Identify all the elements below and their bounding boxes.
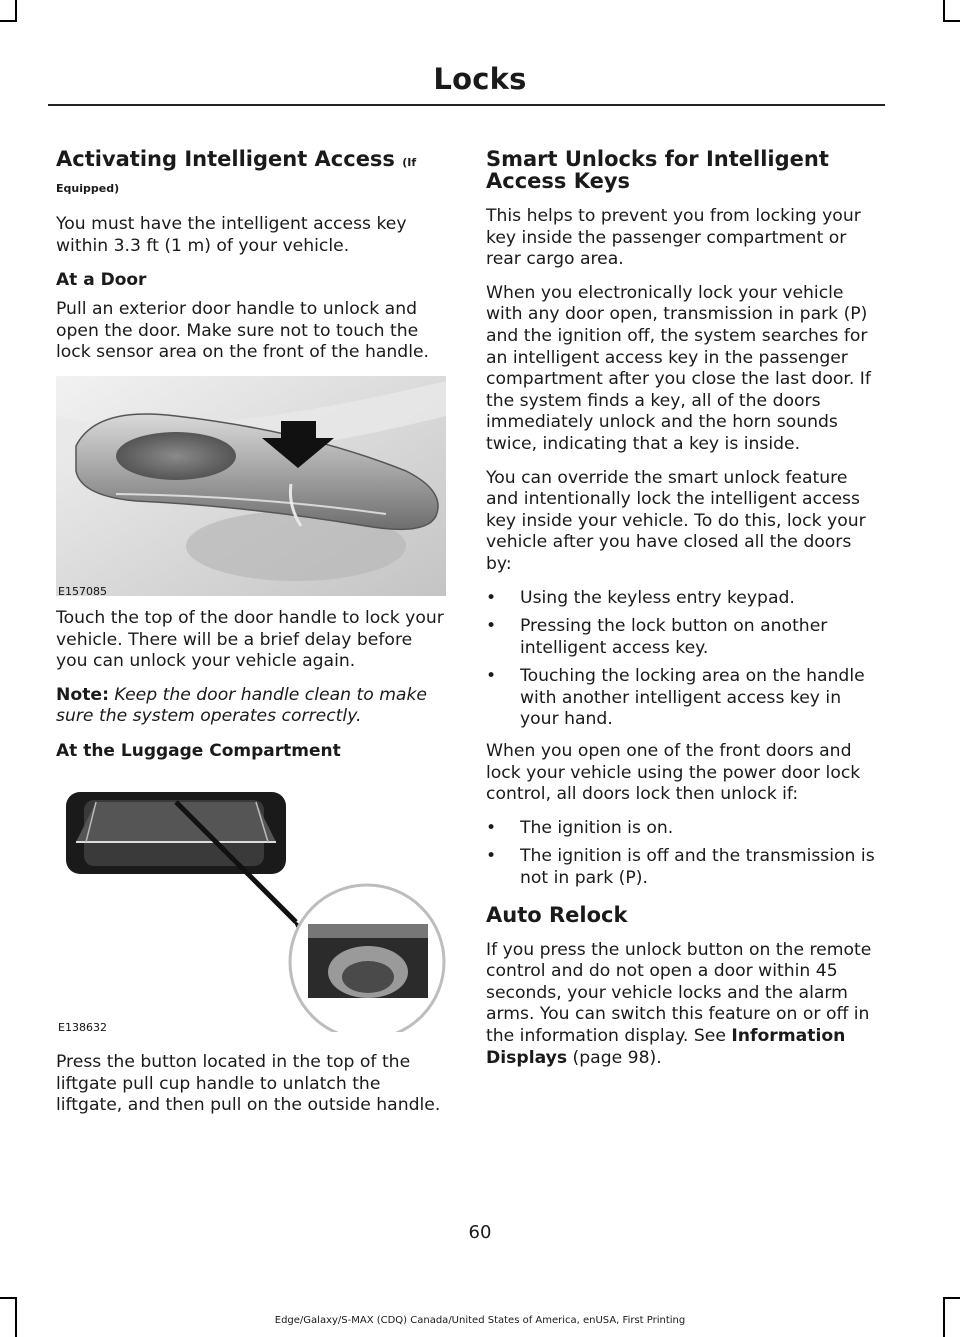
crop-mark [0, 20, 17, 22]
liftgate-handle-figure [56, 772, 446, 1032]
list-item-text: Using the keyless entry keypad. [520, 587, 795, 608]
paragraph: Press the button located in the top of the liftgate pull cup handle to unlatch the liftgate, and then pull on the outside handle. [56, 1051, 441, 1116]
crop-mark [943, 1297, 960, 1299]
page-number: 60 [468, 1222, 492, 1243]
note-text: Keep the door handle clean to make sure the system operates correctly. [56, 684, 427, 727]
bullet-icon: • [486, 817, 497, 838]
right-column [486, 148, 878, 1081]
paragraph: Touch the top of the door handle to lock your vehicle. There will be a brief delay before you can unlock your vehicle again. [56, 607, 444, 672]
paragraph-text: If you press the unlock button on the remote control and do not open a door within 45 seconds, your vehicle locks and the alarm arms. You can switch this feature on or off in the information display. See [486, 939, 872, 1046]
door-handle-figure [56, 376, 446, 596]
paragraph: You can override the smart unlock feature and intentionally lock the intelligent access key inside your vehicle. To do this, lock your vehicle after you have closed all the doors by: [486, 467, 866, 574]
section-heading-activating [56, 148, 448, 200]
left-column [56, 148, 448, 1129]
list-item [486, 666, 878, 731]
liftgate-handle-illustration [56, 772, 446, 1032]
crop-mark [0, 1297, 17, 1299]
header-divider [48, 104, 885, 106]
list-item [486, 818, 878, 840]
list-item-text: Touching the locking area on the handle with another intelligent access key in your hand. [520, 666, 865, 730]
door-handle-illustration [56, 376, 446, 596]
subheading-door: At a Door [56, 270, 147, 291]
heading-suffix: (If Equipped) [56, 156, 417, 195]
crop-mark [943, 20, 960, 22]
paragraph: You must have the intelligent access key within 3.3 ft (1 m) of your vehicle. [56, 214, 407, 256]
list-item [486, 846, 878, 889]
bullet-list [486, 818, 878, 890]
section-heading-auto-relock: Auto Relock [486, 902, 628, 927]
paragraph: This helps to prevent you from locking your key inside the passenger compartment or rear cargo area. [486, 206, 861, 270]
paragraph: When you open one of the front doors and lock your vehicle using the power door lock control, all doors lock then unlock if: [486, 741, 861, 805]
crop-mark [15, 0, 17, 20]
paragraph [486, 940, 878, 1070]
figure-code: E157085 [58, 584, 107, 598]
page-title: Locks [433, 62, 527, 96]
paragraph: When you electronically lock your vehicle with any door open, transmission in park (P) and the ignition off, the system searches for an intelligent access key in the passenger compartment after you close the last door. If the system finds a key, all of the doors immediately unlock and the horn sounds twice, indicating that a key is inside. [486, 282, 871, 454]
list-item-text: The ignition is on. [520, 817, 674, 838]
list-item [486, 616, 878, 659]
list-item [486, 588, 878, 610]
bullet-list [486, 588, 878, 732]
crop-mark [943, 0, 945, 20]
list-item-text: The ignition is off and the transmission is not in park (P). [520, 846, 875, 889]
subheading-luggage: At the Luggage Compartment [56, 740, 341, 761]
figure-code: E138632 [58, 1020, 107, 1034]
paragraph: Pull an exterior door handle to unlock and open the door. Make sure not to touch the lock sensor area on the front of the handle. [56, 299, 430, 363]
bullet-icon: • [486, 587, 497, 608]
paragraph-text: (page 98). [567, 1047, 662, 1068]
bullet-icon: • [486, 616, 497, 637]
note [56, 685, 448, 728]
heading-text: Activating Intelligent Access [56, 147, 395, 171]
bullet-icon: • [486, 846, 497, 867]
list-item-text: Pressing the lock button on another intelligent access key. [520, 616, 828, 658]
section-heading-smart-unlocks: Smart Unlocks for Intelligent Access Keys [486, 147, 829, 193]
cross-reference-link[interactable]: Information Displays [486, 1026, 846, 1068]
bullet-icon: • [486, 666, 497, 687]
note-label: Note: [56, 684, 109, 705]
footer-text: Edge/Galaxy/S-MAX (CDQ) Canada/United States of America, enUSA, First Printing [274, 1315, 686, 1326]
